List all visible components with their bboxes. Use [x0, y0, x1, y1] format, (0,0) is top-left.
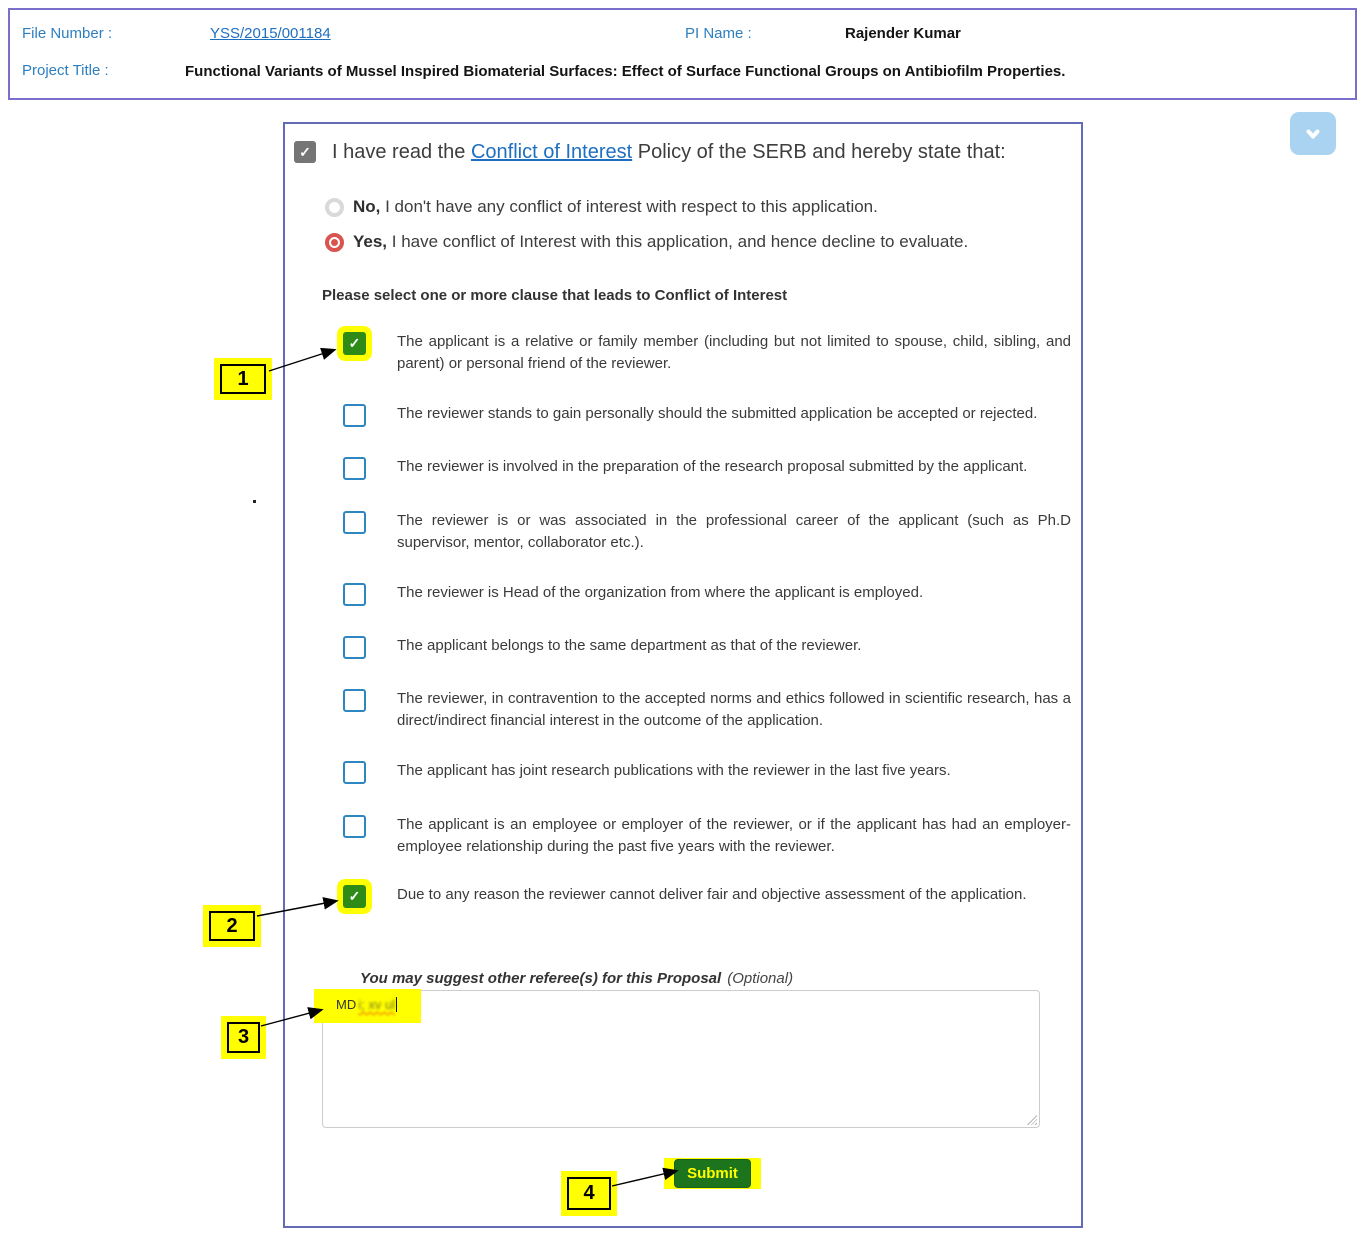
check-icon: ✓ — [348, 888, 361, 904]
clause-checkbox-8[interactable] — [343, 761, 366, 784]
statement-suffix: Policy of the SERB and hereby state that: — [632, 141, 1006, 163]
clause-checkbox-10[interactable] — [343, 885, 366, 908]
project-title-value: Functional Variants of Mussel Inspired Biomaterial Surfaces: Effect of Surface Functional Groups on Antibiofilm Properties. — [185, 63, 1066, 80]
radio-yes[interactable] — [325, 233, 344, 252]
pi-name-value: Rajender Kumar — [845, 25, 961, 42]
clause-checkbox-6[interactable] — [343, 636, 366, 659]
policy-read-checkbox[interactable] — [294, 141, 316, 163]
clause-checkbox-3[interactable] — [343, 457, 366, 480]
statement-prefix: I have read the — [332, 141, 471, 163]
clause-text-4: The reviewer is or was associated in the professional career of the applicant (such as Ph.D supervisor, mentor, collaborator etc.). — [397, 512, 1071, 551]
clause-text-9: The applicant is an employee or employer of the reviewer, or if the applicant has had an employer-employee relationship during the past five years with the reviewer. — [397, 816, 1071, 855]
textarea-value — [336, 997, 397, 1012]
clause-text-6: The applicant belongs to the same department as that of the reviewer. — [397, 637, 862, 654]
clause-text-2: The reviewer stands to gain personally should the submitted application be accepted or rejected. — [397, 405, 1038, 422]
annotation-3: 3 — [227, 1022, 260, 1053]
clause-row-3 — [343, 456, 1073, 478]
policy-statement-row — [294, 138, 1074, 166]
check-icon: ✓ — [299, 143, 311, 160]
clause-row-7 — [343, 688, 1073, 731]
clause-text-1: The applicant is a relative or family member (including but not limited to spouse, child, sibling, and parent) or personal friend of the reviewer. — [397, 333, 1071, 372]
suggest-referee-label-main: You may suggest other referee(s) for this Proposal — [360, 970, 722, 987]
annotation-4: 4 — [567, 1177, 611, 1210]
clause-row-10 — [343, 884, 1073, 906]
clause-row-2 — [343, 403, 1073, 425]
radio-no[interactable] — [325, 198, 344, 217]
scroll-down-button[interactable] — [1290, 112, 1336, 155]
check-icon: ✓ — [348, 335, 361, 351]
suggest-referee-label — [360, 970, 793, 987]
radio-no-text: I don't have any conflict of interest with respect to this application. — [380, 197, 878, 216]
annotation-1: 1 — [220, 364, 266, 394]
textarea-visible-text: MD — [336, 997, 357, 1012]
clause-row-8 — [343, 760, 1073, 782]
conflict-of-interest-link[interactable]: Conflict of Interest — [470, 141, 633, 163]
clause-row-1 — [343, 331, 1073, 374]
radio-yes-label — [353, 232, 968, 252]
pi-name-label: PI Name : — [685, 25, 752, 42]
conflict-of-interest-form — [283, 122, 1083, 1228]
clause-checkbox-9[interactable] — [343, 815, 366, 838]
stray-dot-artifact — [253, 500, 256, 503]
radio-no-label — [353, 197, 878, 217]
clause-heading: Please select one or more clause that leads to Conflict of Interest — [322, 287, 788, 304]
clause-checkbox-5[interactable] — [343, 583, 366, 606]
clause-text-7: The reviewer, in contravention to the accepted norms and ethics followed in scientific research, has a direct/indirect financial interest in the outcome of the application. — [397, 690, 1071, 729]
text-caret — [396, 997, 397, 1012]
clause-row-6 — [343, 635, 1073, 657]
project-title-label: Project Title : — [22, 62, 109, 79]
clause-text-10: Due to any reason the reviewer cannot deliver fair and objective assessment of the application. — [397, 886, 1027, 903]
suggest-referee-optional: (Optional) — [727, 970, 794, 987]
radio-yes-bold: Yes, — [353, 232, 388, 251]
proposal-header — [8, 8, 1357, 100]
radio-yes-text: I have conflict of Interest with this application, and hence decline to evaluate. — [387, 232, 969, 251]
clause-text-5: The reviewer is Head of the organization from where the applicant is employed. — [397, 584, 924, 601]
clause-text-8: The applicant has joint research publications with the reviewer in the last five years. — [397, 762, 951, 779]
textarea-blurred-text: i; xv ul — [358, 997, 396, 1012]
clause-checkbox-2[interactable] — [343, 404, 366, 427]
clause-row-9 — [343, 814, 1073, 857]
clause-text-3: The reviewer is involved in the preparation of the research proposal submitted by the applicant. — [397, 458, 1028, 475]
submit-button[interactable]: Submit — [674, 1159, 751, 1188]
clause-checkbox-7[interactable] — [343, 689, 366, 712]
clause-checkbox-4[interactable] — [343, 511, 366, 534]
radio-no-bold: No, — [353, 197, 381, 216]
chevron-down-icon — [1301, 122, 1325, 146]
referee-suggestion-textarea[interactable] — [322, 990, 1040, 1128]
clause-row-4 — [343, 510, 1073, 553]
clause-row-5 — [343, 582, 1073, 604]
file-number-link[interactable]: YSS/2015/001184 — [210, 25, 331, 42]
file-number-label: File Number : — [22, 25, 113, 42]
resize-grip-icon[interactable] — [1027, 1115, 1037, 1125]
annotation-2: 2 — [209, 911, 255, 941]
clause-checkbox-1[interactable] — [343, 332, 366, 355]
policy-statement-text — [332, 138, 1074, 166]
